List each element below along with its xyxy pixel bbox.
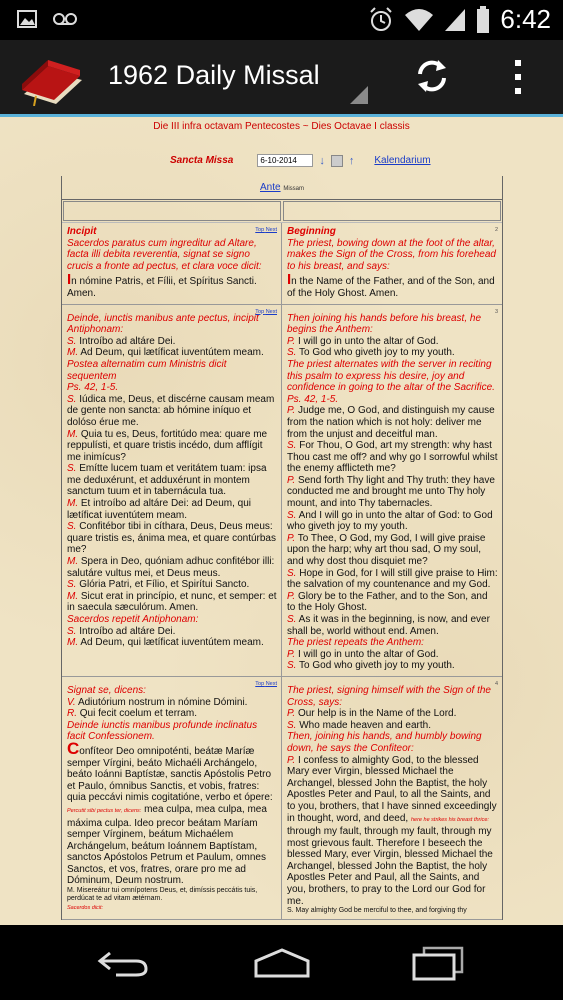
date-input[interactable] [257,154,313,167]
day-headline: Die III infra octavam Pentecostes ~ Dies Octavae I classis [153,121,410,132]
missa-toolbar [170,154,431,167]
speaker-prefix: S. [287,660,297,672]
verse-line [287,660,498,672]
misereatur-latin: M. Misereátur tui omnípotens Deus, et, dimíssis peccátis tuis, perdúcat te ad vitam ætérnam. [67,887,258,903]
missal-table [61,176,503,920]
arrow-down-icon[interactable]: ↓ [319,154,325,167]
refresh-icon[interactable] [412,56,452,96]
text-latin: In nómine Patris, et Fílii, et Spíritus Sancti. Amen. [67,271,257,299]
back-icon[interactable] [96,947,152,979]
kalendarium-link[interactable]: Kalendarium [374,155,431,166]
verse-line [67,556,277,579]
rubric-line: Ps. 42, 1-5. [287,393,339,405]
overflow-menu-icon[interactable] [508,58,528,98]
text-english: In the Name of the Father, and of the Son, and of the Holy Ghost. Amen. [287,271,495,299]
rubric-english-2: Then, joining his hands, and humbly bowing down, he says the Confiteor: [287,731,482,754]
app-title[interactable]: 1962 Daily Missal [108,60,320,90]
confiteor-english: P. I confess to almighty God, to the blessed Mary ever Virgin, blessed Michael the Archangel, blessed John the Baptist, the holy Apostles Peter and Paul, to all the Saints, and to you, brothers, that I have sinned exceedingly in thought, word, and deed, here he strikes his breast thrice: through my fault, through my fault, through my most grievous fault. Therefore I beseech the blessed Mary, ever Virgin, blessed Michael the Archangel, blessed John the Baptist, the holy Apostles Peter and Paul, all the Saints, and you, brothers, to pray to the Lord our God for me. [287,754,497,907]
verse-line [67,637,277,649]
image-icon [16,8,38,30]
verse-text: Introíbo ad altáre Dei. [76,625,176,637]
verse-line [287,510,498,533]
verse-text: I will go in unto the altar of God. [295,335,439,347]
speaker-prefix: M. [67,347,79,359]
spinner-indicator[interactable] [350,86,368,104]
latin-column [62,223,282,304]
rubric-latin-3: Sacerdos dicit: [67,905,104,912]
versicle-latin: V. Adiutórium nostrum in nómine Dómini. [67,696,248,708]
verse-text: As it was in the beginning, is now, and ever shall be, world without end. Amen. [287,614,490,637]
missal-content[interactable] [0,117,563,925]
verse-text: Ad Deum, qui lætíficat iuventútem meam. [78,347,264,359]
speaker-prefix: P. [287,405,296,417]
verse-text: Confitébor tibi in cíthara, Deus, Deus meus: quare tristis es, ánima mea, et quare contúrbas me? [67,521,276,556]
speaker-prefix: S. [67,521,77,533]
rubric-line: The priest repeats the Anthem: [287,637,424,649]
verse-text: Sicut erat in princípio, et nunc, et semper: et in saecula sæculórum. Amen. [67,590,277,614]
verse-text: Introíbo ad altáre Dei. [76,335,176,347]
top-next-links[interactable]: Top Next [255,308,277,315]
speaker-prefix: M. [67,590,79,602]
speaker-prefix: S. [67,393,77,405]
home-icon[interactable] [252,947,312,979]
rubric-line: Deinde, iunctis manibus ante pectus, incipit Antiphonam: [67,312,259,336]
verse-line [287,440,498,475]
section-confiteor [62,677,502,920]
rubric-english: The priest, signing himself with the Sign of the Cross, says: [287,684,491,708]
ante-link[interactable]: Ante [259,182,281,193]
verse-text: Spera in Deo, quóniam adhuc confitébor illi: salutáre vultus mei, et Deus meus. [67,556,275,579]
verse-text: Hope in God, for I will still give praise to Him: the salvation of my countenance and my God. [287,567,498,591]
misereatur-english: S. May almighty God be merciful to thee, and forgiving thy [287,907,467,915]
section-heading-latin: Incipit [67,226,97,237]
empty-cell-left [63,201,281,221]
battery-icon [476,6,490,34]
verse-line [287,649,498,661]
verse-text: To God who giveth joy to my youth. [296,347,455,359]
verse-text: Judge me, O God, and distinguish my cause from the nation which is not holy: deliver me from the unjust and deceitful man. [287,405,495,440]
verse-line [67,521,277,556]
verse-text: Glory be to the Father, and to the Son, and to the Holy Ghost. [287,590,488,614]
speaker-prefix: P. [287,590,296,602]
speaker-prefix: M. [67,428,79,440]
verse-text: I will go in unto the altar of God. [295,648,439,660]
verse-line [287,347,498,359]
verse-text: Send forth Thy light and Thy truth: they have conducted me and brought me unto Thy holy mount, and into Thy tabernacles. [287,474,495,510]
missa-label: Sancta Missa [170,155,234,166]
versicle-english: P. Our help is in the Name of the Lord. [287,708,457,720]
rubric-latin: Signat se, dicens: [67,684,146,696]
alarm-icon [368,6,394,34]
verse-text: Quia tu es, Deus, fortitúdo mea: quare me reppulísti, et quare tristis incédo, dum afflígit me inimícus? [67,428,268,463]
missam-label: Missam [283,186,305,192]
speaker-prefix: P. [287,648,296,660]
english-column [282,305,502,676]
verse-line [67,394,277,429]
speaker-prefix: M. [67,498,79,510]
arrow-up-icon[interactable]: ↑ [348,154,355,167]
verse-line [67,347,277,359]
speaker-prefix: S. [67,579,77,591]
section-antiphon [62,305,502,677]
speaker-prefix: S. [67,463,77,475]
rubric-line: Then joining his hands before his breast, he begins the Anthem: [287,312,482,336]
rubric-latin: Sacerdos paratus cum ingreditur ad Altare, facta illi debita reverentia, signat se signo crucis a fronte ad pectus, et clara voce dicit: [67,237,262,272]
verse-text: To God who giveth joy to my youth. [296,660,455,672]
response-english: S. Who made heaven and earth. [287,719,431,731]
section-heading-english: Beginning [287,226,336,237]
verse-text: Et introíbo ad altáre Dei: ad Deum, qui lætíficat iuventútem meam. [67,498,251,521]
section-incipit [62,223,502,305]
verse-line [67,626,277,638]
latin-column [62,305,282,676]
verse-line [67,336,277,348]
speaker-prefix: P. [287,335,296,347]
speaker-prefix: S. [67,625,77,637]
signal-icon [444,7,466,33]
section-number: 2 [494,227,498,233]
verse-text: For Thou, O God, art my strength: why hast Thou cast me off? and why go I sorrowful whilst the enemy afflicteth me? [287,440,498,475]
speaker-prefix: S. [287,347,297,359]
speaker-prefix: P. [287,474,296,486]
rubric-line: Ps. 42, 1-5. [67,382,119,394]
verse-line [67,591,277,614]
speaker-prefix: M. [67,637,79,649]
rubric-latin-2: Deinde iunctis manibus profunde inclinatus facit Confessionem. [67,719,258,743]
missal-book-icon[interactable] [16,50,88,106]
speaker-prefix: S. [287,440,297,452]
rubric-line: Postea alternatim cum Ministris dicit sequentem [67,358,227,382]
verse-text: To Thee, O God, my God, I will give praise upon the harp; why art thou sad, O my soul, and why dost thou disquiet me? [287,532,486,568]
verse-text: Emítte lucem tuam et veritátem tuam: ipsa me deduxérunt, et adduxérunt in montem sanctum tuum et in tabernácula tua. [67,463,267,498]
rubric-line: The priest alternates with the server in reciting this psalm to express his desire, joy and confidence in going to the altar of the Sacrifice. [287,358,495,394]
verse-line [67,463,277,498]
speaker-prefix: S. [67,335,77,347]
clock: 6:42 [500,4,551,34]
status-bar [0,0,563,40]
speaker-prefix: M. [67,556,79,568]
speaker-prefix: P. [287,532,296,544]
rubric-english: The priest, bowing down at the foot of the altar, makes the Sign of the Cross, from his forehead to his breast, and says: [287,237,496,272]
verse-line [287,475,498,510]
top-next-links[interactable]: Top Next [255,680,277,687]
section-number: 4 [494,680,498,687]
wifi-icon [404,7,434,33]
recent-apps-icon[interactable] [410,945,466,981]
speaker-prefix: S. [287,567,297,579]
verse-line [67,429,277,464]
verse-line [287,591,498,614]
verse-text: Glória Patri, et Fílio, et Spirítui Sancto. [76,579,250,591]
navigation-bar [0,925,563,1000]
verse-line [287,336,498,348]
english-column [282,223,502,304]
speaker-prefix: S. [287,509,297,521]
voicemail-icon [52,8,78,30]
english-column [282,677,502,919]
speaker-prefix: S. [287,614,297,625]
action-bar [0,40,563,117]
empty-row [62,200,502,223]
verse-line [67,498,277,521]
verse-text: And I will go in unto the altar of God: to God who giveth joy to my youth. [287,509,493,533]
verse-line [287,533,498,568]
verse-text: Ad Deum, qui lætíficat iuventútem meam. [78,637,264,649]
top-next-links[interactable]: Top Next [255,227,277,233]
verse-line [287,614,498,637]
verse-line [287,568,498,591]
verse-text: Iúdica me, Deus, et discérne causam meam de gente non sancta: ab hómine iníquo et dolóso érue me. [67,393,275,428]
verse-line [287,405,498,440]
section-number: 3 [494,308,498,315]
response-latin: R. Qui fecit coelum et terram. [67,708,198,720]
confiteor-latin: Confíteor Deo omnipoténti, beátæ Maríæ semper Vírgini, beáto Michaéli Archángelo, beáto Ioánni Baptístæ, sanctis Apóstolis Petro et Paulo, ómnibus Sanctis, et vobis, fratres: quia peccávi nimis cogitatióne, verbo et ópere: Percutit sibi pectus ter, dicens: mea culpa, mea culpa, mea máxima culpa. Ideo precor beátam Maríam semper Vírginem, beátum Michaélem Archángelum, beátum Ioánnem Baptístam, sanctos Apóstolos Petrum et Paulum, omnes Sanctos, et vos, fratres, orare pro me ad Dóminum, Deum nostrum. [67,738,273,887]
latin-column [62,677,282,919]
rubric-line: Sacerdos repetit Antiphonam: [67,614,199,625]
verse-line [67,579,277,591]
ante-row [62,176,502,200]
calendar-button[interactable] [331,155,343,167]
empty-cell-right [283,201,501,221]
